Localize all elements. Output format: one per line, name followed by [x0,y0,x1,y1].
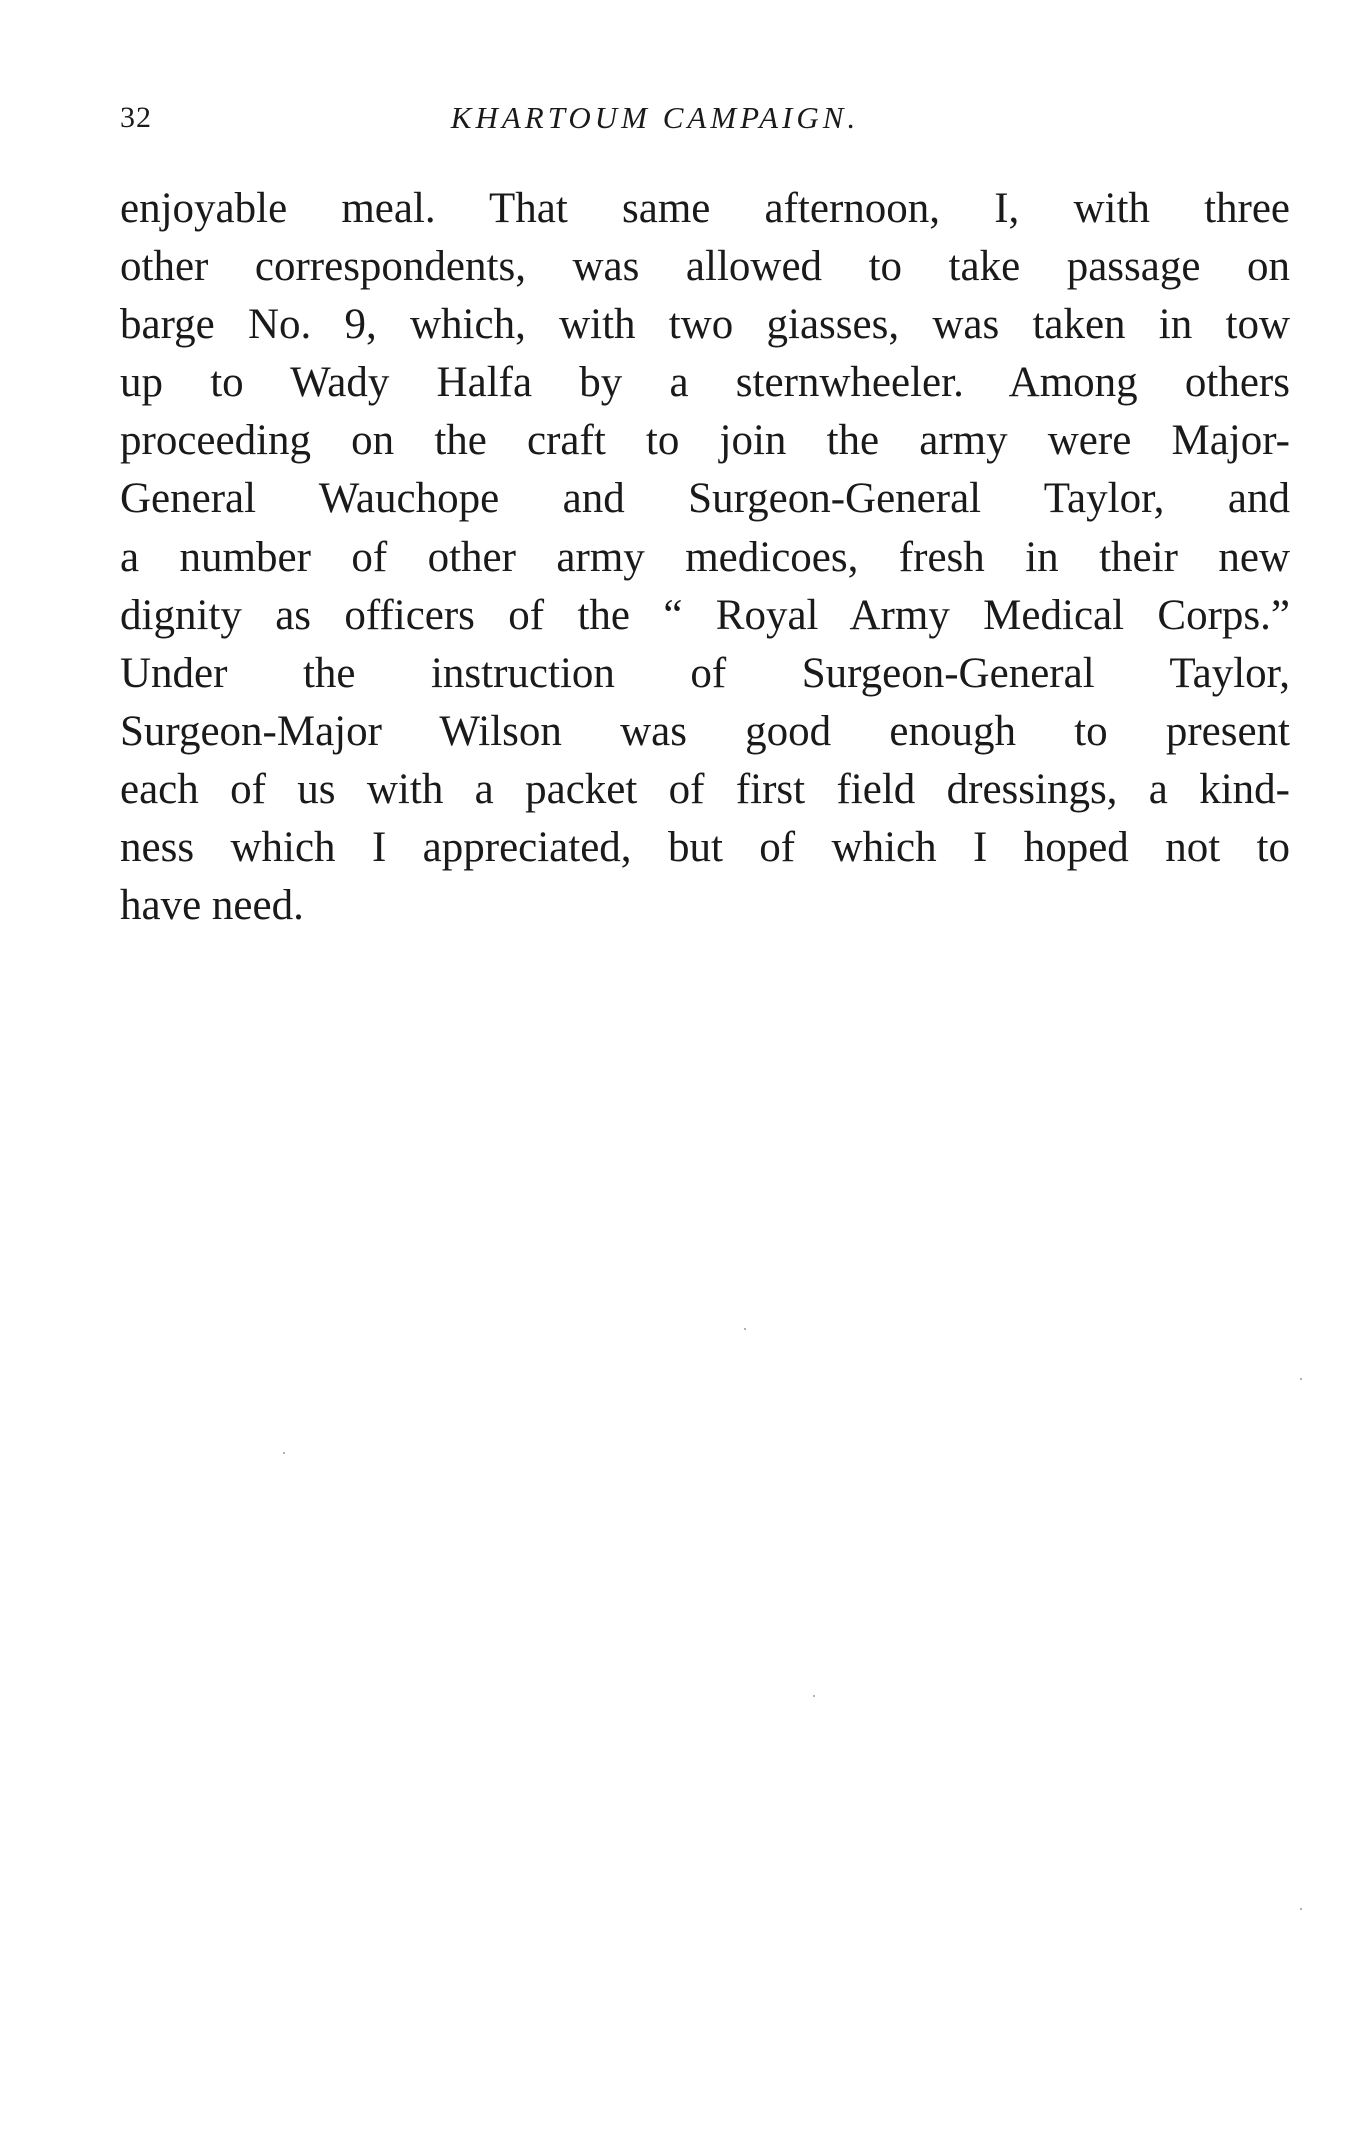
text-line: ness which I appreciated, but of which I hoped not to [120,824,1290,872]
text-line: barge No. 9, which, with two giasses, was taken in tow [120,301,1290,349]
scan-speck [1300,1378,1302,1380]
text-line: proceeding on the craft to join the army were Major- [120,417,1290,465]
text-line: have need. [120,882,304,930]
text-line: Under the instruction of Surgeon-General Taylor, [120,649,1290,697]
text-line: a number of other army medicoes, fresh in their new [120,533,1290,581]
text-line: Surgeon-Major Wilson was good enough to present [120,707,1290,755]
scan-speck [283,1452,285,1454]
scan-speck [744,1328,746,1330]
scan-speck [813,1695,815,1697]
running-head [120,98,1290,138]
page-number: 32 [120,101,152,134]
text-line: enjoyable meal. That same afternoon, I, with three [120,185,1290,232]
text-line: dignity as officers of the “ Royal Army Medical Corps.” [120,591,1290,639]
body-paragraph [120,180,1290,935]
scan-speck [1300,1908,1302,1910]
text-line: other correspondents, was allowed to take passage on [120,243,1290,291]
text-line: up to Wady Halfa by a sternwheeler. Among others [120,359,1290,407]
text-line: each of us with a packet of first field dressings, a kind- [120,765,1290,813]
running-title: KHARTOUM CAMPAIGN. [450,100,860,135]
text-line: General Wauchope and Surgeon-General Taylor, and [120,475,1290,523]
